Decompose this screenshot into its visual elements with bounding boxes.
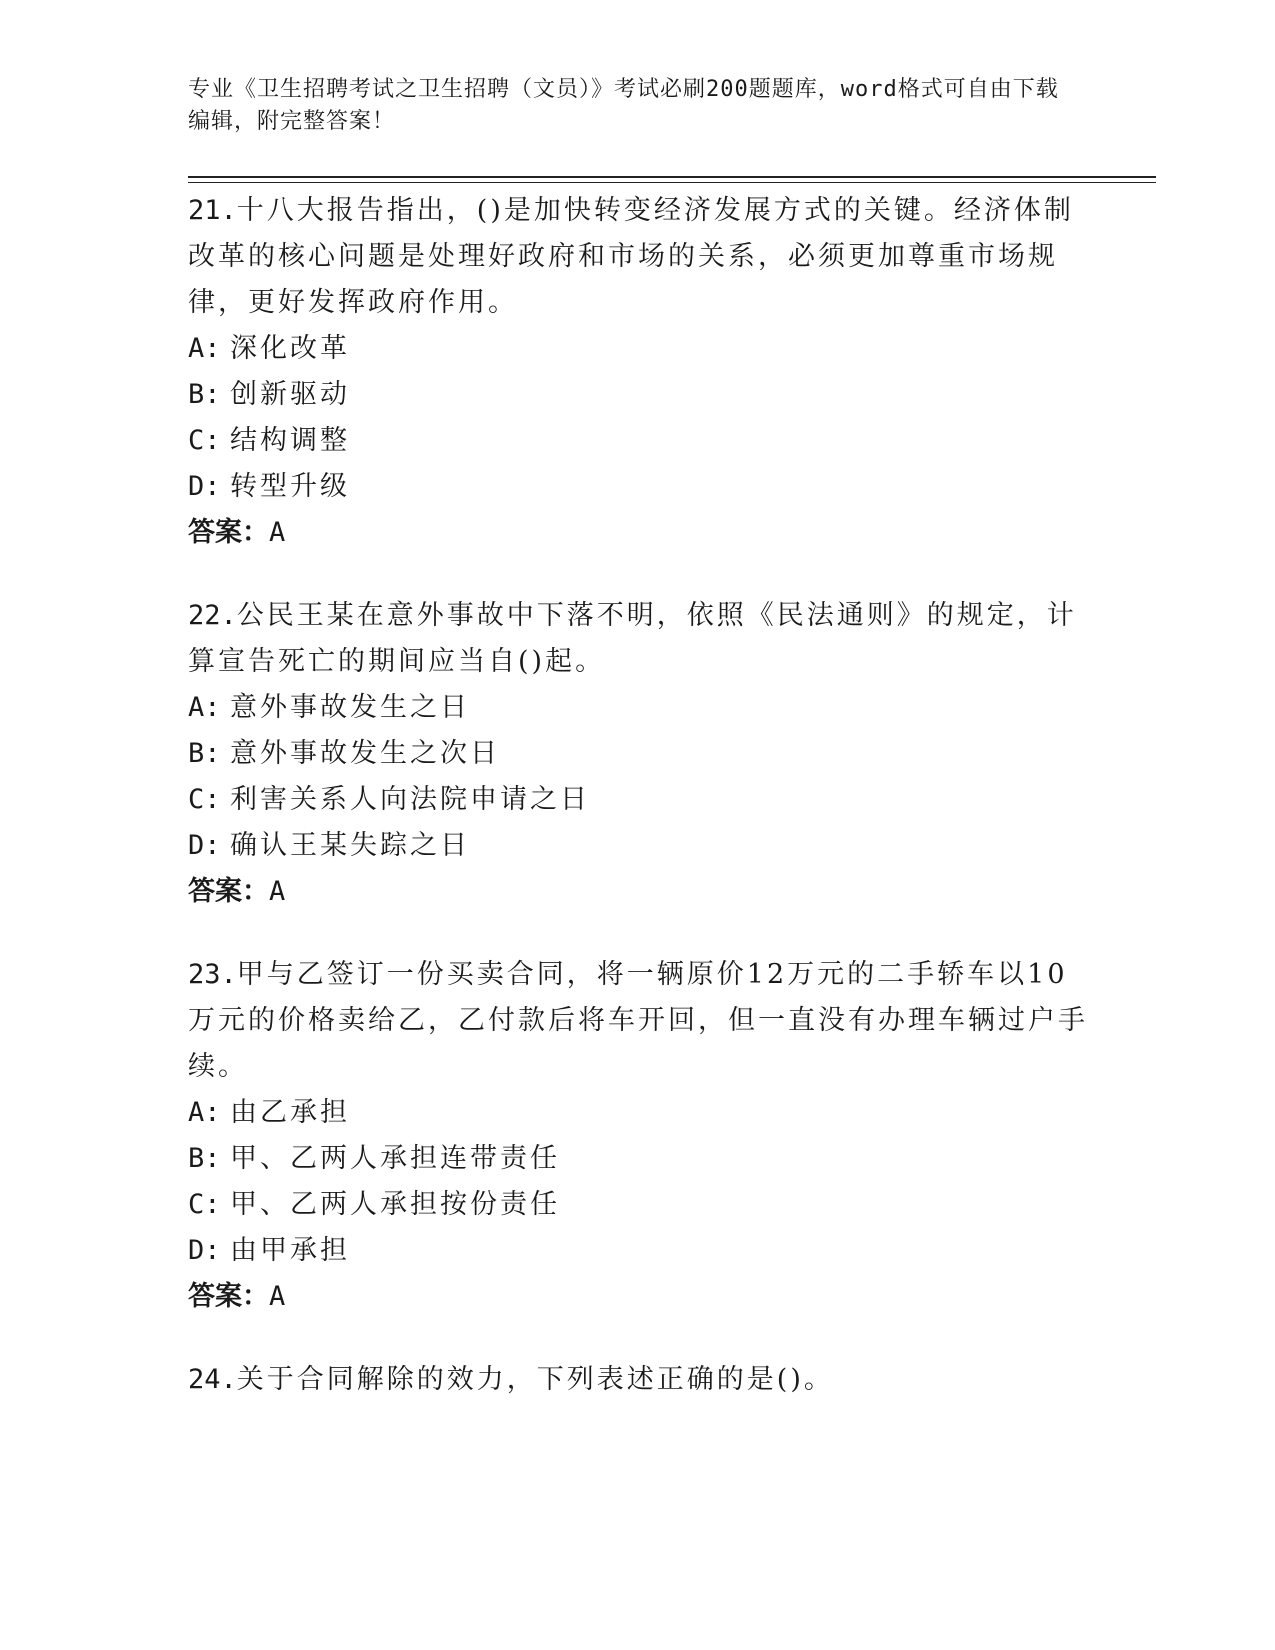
answer-value: A [269, 1281, 286, 1312]
option-key: C: [188, 425, 221, 456]
answer-line [188, 869, 1088, 915]
option-key: D: [188, 1235, 221, 1266]
question-number: 24. [188, 1364, 237, 1395]
document-header: 专业《卫生招聘考试之卫生招聘（文员）》考试必刷200题题库，word格式可自由下载编辑，附完整答案！ [188, 77, 1059, 134]
option-a [188, 685, 1088, 731]
answer-label: 答案： [188, 1281, 269, 1312]
option-c [188, 1182, 1088, 1228]
option-key: B: [188, 738, 221, 769]
option-key: A: [188, 692, 221, 723]
option-d [188, 823, 1088, 869]
question-text [188, 1357, 1088, 1403]
answer-value: A [269, 517, 286, 548]
option-a [188, 326, 1088, 372]
option-c [188, 418, 1088, 464]
question-number: 23. [188, 959, 237, 990]
answer-value: A [269, 876, 286, 907]
option-a [188, 1090, 1088, 1136]
option-d [188, 1228, 1088, 1274]
option-text: 意外事故发生之次日 [230, 738, 500, 769]
question-21 [188, 188, 1088, 556]
option-text: 深化改革 [230, 333, 350, 364]
question-23 [188, 952, 1088, 1320]
question-text [188, 188, 1088, 326]
question-body: 甲与乙签订一份买卖合同，将一辆原价12万元的二手轿车以10万元的价格卖给乙，乙付款后将车开回，但一直没有办理车辆过户手续。 [188, 959, 1088, 1082]
option-key: A: [188, 333, 221, 364]
answer-label: 答案： [188, 876, 269, 907]
option-b [188, 731, 1088, 777]
option-key: B: [188, 1143, 221, 1174]
option-key: A: [188, 1097, 221, 1128]
option-key: B: [188, 379, 221, 410]
question-text [188, 952, 1088, 1090]
question-body: 十八大报告指出，()是加快转变经济发展方式的关键。经济体制改革的核心问题是处理好政府和市场的关系，必须更加尊重市场规律，更好发挥政府作用。 [188, 195, 1074, 318]
question-number: 22. [188, 600, 237, 631]
option-text: 确认王某失踪之日 [230, 830, 470, 861]
option-key: C: [188, 784, 221, 815]
option-text: 利害关系人向法院申请之日 [230, 784, 590, 815]
option-key: C: [188, 1189, 221, 1220]
option-text: 由乙承担 [230, 1097, 350, 1128]
header-divider-thin [188, 182, 1156, 183]
question-24 [188, 1357, 1088, 1403]
question-text [188, 593, 1088, 685]
option-b [188, 372, 1088, 418]
option-text: 转型升级 [230, 471, 350, 502]
option-text: 创新驱动 [230, 379, 350, 410]
answer-line [188, 510, 1088, 556]
question-list [188, 188, 1088, 1440]
answer-line [188, 1274, 1088, 1320]
option-text: 意外事故发生之日 [230, 692, 470, 723]
option-c [188, 777, 1088, 823]
answer-label: 答案： [188, 517, 269, 548]
option-text: 由甲承担 [230, 1235, 350, 1266]
question-number: 21. [188, 195, 237, 226]
option-text: 甲、乙两人承担按份责任 [230, 1189, 560, 1220]
option-b [188, 1136, 1088, 1182]
question-22 [188, 593, 1088, 915]
header-divider-thick [188, 176, 1156, 178]
option-d [188, 464, 1088, 510]
question-body: 关于合同解除的效力，下列表述正确的是()。 [236, 1364, 834, 1395]
option-key: D: [188, 830, 221, 861]
option-text: 甲、乙两人承担连带责任 [230, 1143, 560, 1174]
question-body: 公民王某在意外事故中下落不明，依照《民法通则》的规定，计算宣告死亡的期间应当自()起。 [188, 600, 1077, 677]
option-key: D: [188, 471, 221, 502]
option-text: 结构调整 [230, 425, 350, 456]
